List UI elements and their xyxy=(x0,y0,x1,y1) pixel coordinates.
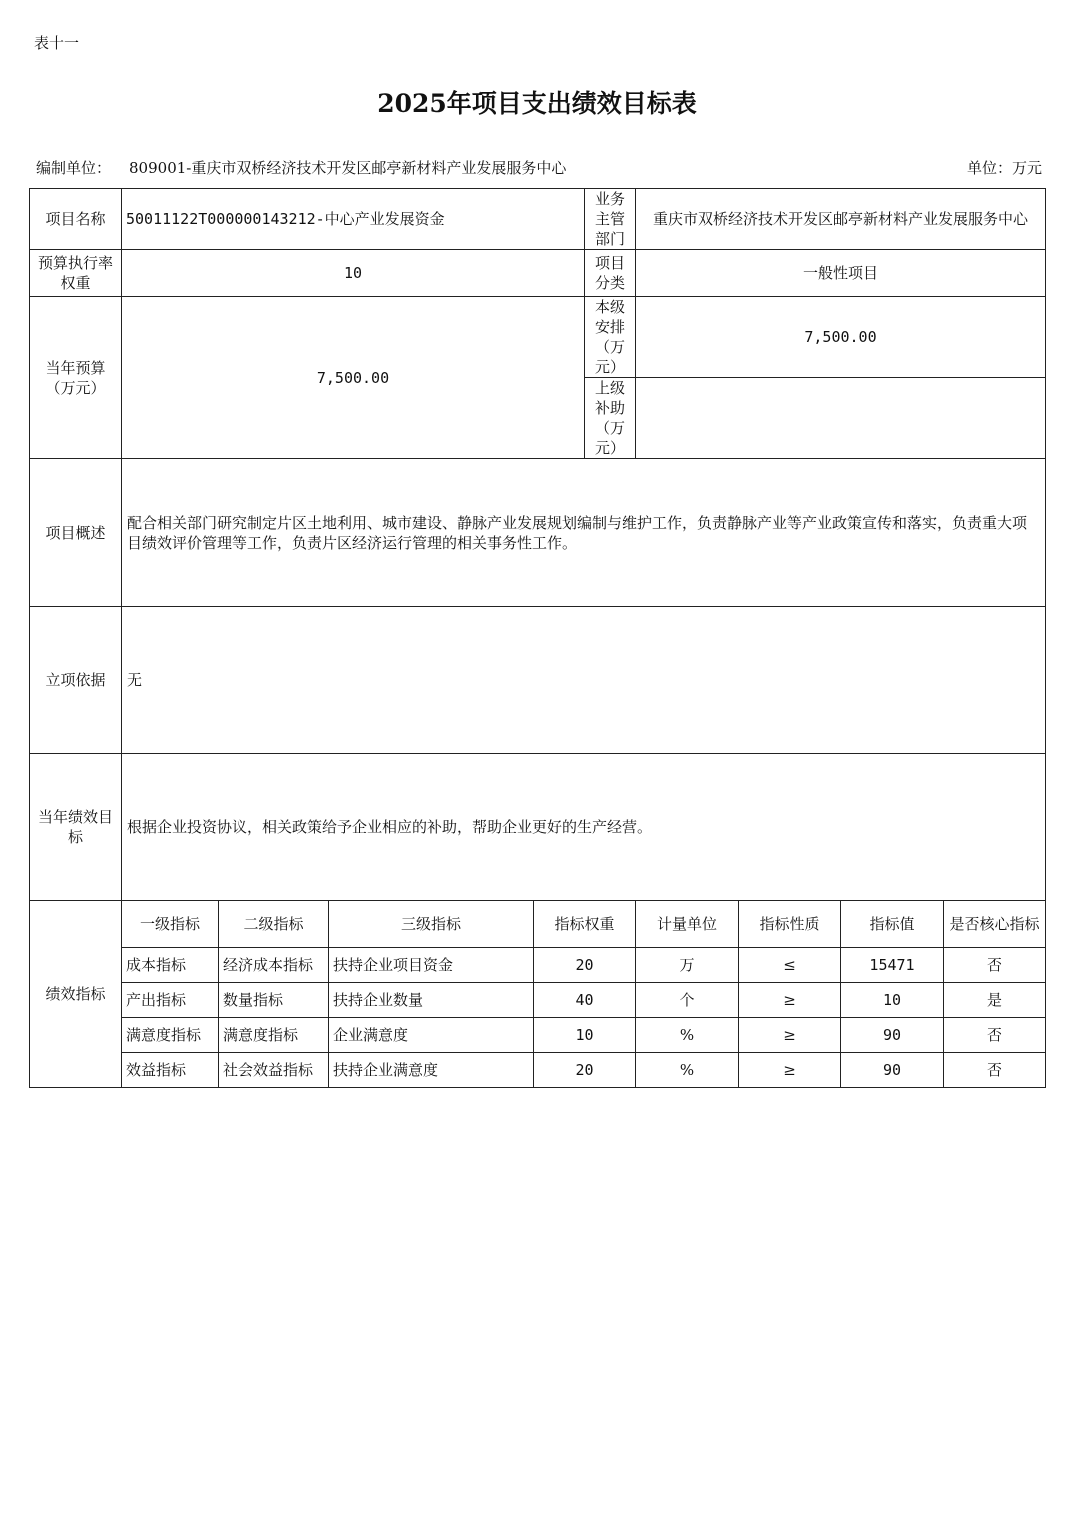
weight-value: 10 xyxy=(122,250,585,297)
row-level2: 经济成本指标 xyxy=(219,948,329,983)
row-core: 否 xyxy=(944,1018,1046,1053)
row-unit: 个 xyxy=(636,983,739,1018)
table-number: 表十一 xyxy=(34,34,80,52)
upper-value xyxy=(636,378,1046,459)
row-weight: 40 xyxy=(534,983,636,1018)
row-level3: 企业满意度 xyxy=(329,1018,534,1053)
budget-value: 7,500.00 xyxy=(122,297,585,459)
header-unit: 计量单位 xyxy=(636,901,739,948)
row-core: 是 xyxy=(944,983,1046,1018)
row-level1: 效益指标 xyxy=(122,1053,219,1088)
header-level1: 一级指标 xyxy=(122,901,219,948)
org-value: 809001-重庆市双桥经济技术开发区邮亭新材料产业发展服务中心 xyxy=(129,159,567,177)
row-level1: 产出指标 xyxy=(122,983,219,1018)
local-value: 7,500.00 xyxy=(636,297,1046,378)
project-name-label: 项目名称 xyxy=(30,189,122,250)
row-nature: ≥ xyxy=(739,1018,841,1053)
row-unit: % xyxy=(636,1053,739,1088)
header-weight: 指标权重 xyxy=(534,901,636,948)
row-nature: ≥ xyxy=(739,983,841,1018)
weight-label: 预算执行率权重 xyxy=(30,250,122,297)
dept-value: 重庆市双桥经济技术开发区邮亭新材料产业发展服务中心 xyxy=(636,189,1046,250)
row-core: 否 xyxy=(944,948,1046,983)
header-level2: 二级指标 xyxy=(219,901,329,948)
row-value: 90 xyxy=(841,1053,944,1088)
header-nature: 指标性质 xyxy=(739,901,841,948)
goal-value: 根据企业投资协议，相关政策给予企业相应的补助，帮助企业更好的生产经营。 xyxy=(122,754,1046,901)
row-value: 10 xyxy=(841,983,944,1018)
row-value: 15471 xyxy=(841,948,944,983)
page-title: 2025年项目支出绩效目标表 xyxy=(377,89,697,118)
row-weight: 10 xyxy=(534,1018,636,1053)
row-level1: 成本指标 xyxy=(122,948,219,983)
row-nature: ≤ xyxy=(739,948,841,983)
row-nature: ≥ xyxy=(739,1053,841,1088)
row-level2: 满意度指标 xyxy=(219,1018,329,1053)
header-core: 是否核心指标 xyxy=(944,901,1046,948)
project-name-value: 50011122T000000143212-中心产业发展资金 xyxy=(122,189,585,250)
table-row xyxy=(30,1053,1046,1088)
row-unit: 万 xyxy=(636,948,739,983)
header-level3: 三级指标 xyxy=(329,901,534,948)
overview-label: 项目概述 xyxy=(30,459,122,607)
row-level3: 扶持企业项目资金 xyxy=(329,948,534,983)
header-value: 指标值 xyxy=(841,901,944,948)
table-row xyxy=(30,1018,1046,1053)
overview-value: 配合相关部门研究制定片区土地利用、城市建设、静脉产业发展规划编制与维护工作，负责静脉产业等产业政策宣传和落实，负责重大项目绩效评价管理等工作，负责片区经济运行管理的相关事务性工作。 xyxy=(122,459,1046,607)
table-row xyxy=(30,983,1046,1018)
row-weight: 20 xyxy=(534,1053,636,1088)
goal-label: 当年绩效目标 xyxy=(30,754,122,901)
category-value: 一般性项目 xyxy=(636,250,1046,297)
row-value: 90 xyxy=(841,1018,944,1053)
row-level3: 扶持企业满意度 xyxy=(329,1053,534,1088)
row-weight: 20 xyxy=(534,948,636,983)
row-unit: % xyxy=(636,1018,739,1053)
row-level3: 扶持企业数量 xyxy=(329,983,534,1018)
unit-label: 单位：万元 xyxy=(966,159,1042,177)
org-label: 编制单位： xyxy=(36,159,112,177)
dept-label: 业务主管部门 xyxy=(585,189,636,250)
row-core: 否 xyxy=(944,1053,1046,1088)
upper-label: 上级补助（万元） xyxy=(585,378,636,459)
row-level2: 数量指标 xyxy=(219,983,329,1018)
performance-table xyxy=(29,188,1046,1088)
local-label: 本级安排（万元） xyxy=(585,297,636,378)
budget-label: 当年预算（万元） xyxy=(30,297,122,459)
basis-value: 无 xyxy=(122,607,1046,754)
category-label: 项目分类 xyxy=(585,250,636,297)
row-level2: 社会效益指标 xyxy=(219,1053,329,1088)
basis-label: 立项依据 xyxy=(30,607,122,754)
indicators-label: 绩效指标 xyxy=(30,901,122,1088)
table-row xyxy=(30,948,1046,983)
org-line xyxy=(36,157,566,178)
row-level1: 满意度指标 xyxy=(122,1018,219,1053)
